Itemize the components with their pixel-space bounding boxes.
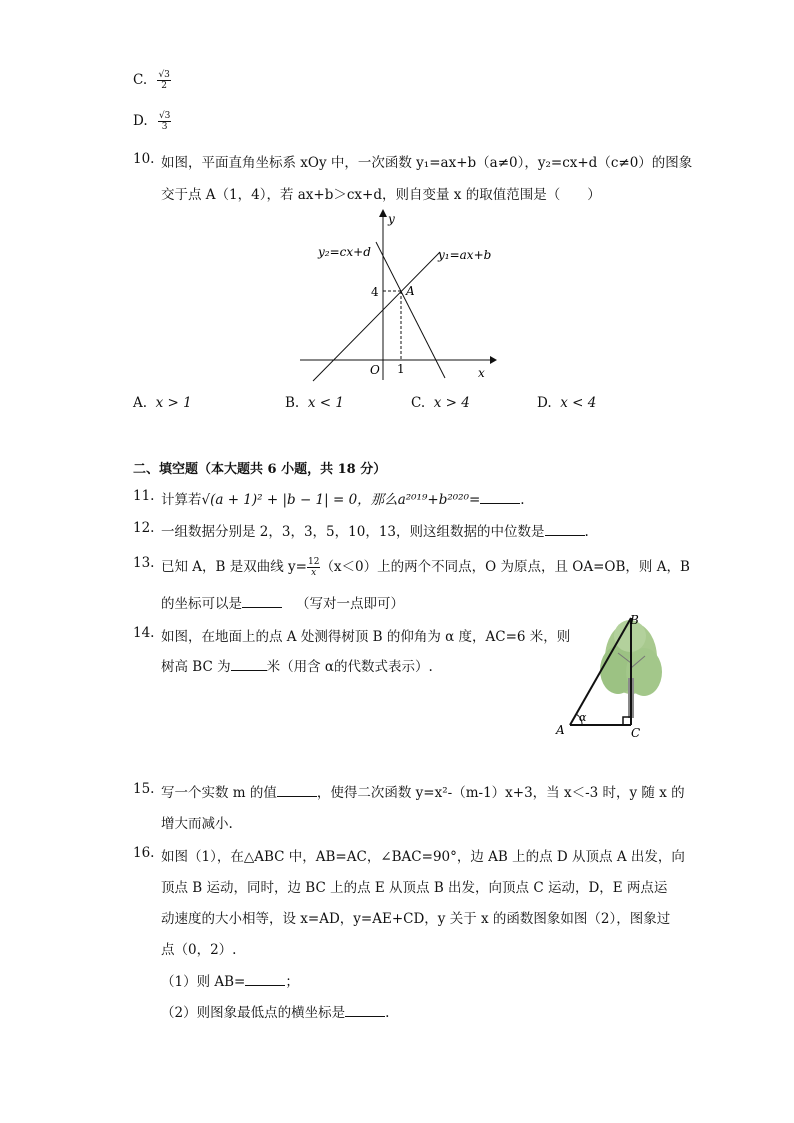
answer-blank[interactable] xyxy=(242,607,282,608)
option-c xyxy=(133,70,171,91)
text: 米（用含 α的代数式表示）. xyxy=(266,659,433,675)
question-text: 交于点 A（1，4），若 ax+b＞cx+d，则自变量 x 的取值范围是（ ） xyxy=(161,187,601,203)
text: 计算若 xyxy=(161,492,202,508)
text: （x＜0）上的两个不同点，O 为原点，且 OA=OB，则 A，B xyxy=(320,559,690,575)
section-title: 二、填空题（本大题共 6 小题，共 18 分） xyxy=(133,462,387,477)
point-b-label: B xyxy=(630,613,639,627)
text: 一组数据分别是 2，3，3，5，10，13，则这组数据的中位数是 xyxy=(161,524,545,540)
option-label: B. xyxy=(285,395,300,411)
question-number: 15. xyxy=(133,781,155,797)
option-text: x > 1 xyxy=(155,395,192,411)
answer-blank[interactable] xyxy=(231,670,267,671)
math-expression: a²⁰¹⁹+b²⁰²⁰= xyxy=(397,492,481,508)
option-text: x < 4 xyxy=(560,395,597,411)
text: . xyxy=(520,492,525,508)
text: 树高 BC 为 xyxy=(161,659,231,675)
math-expression: √(a + 1)² + |b − 1| = 0，那么 xyxy=(201,492,398,508)
option-text: x < 1 xyxy=(307,395,344,411)
q10-graph xyxy=(295,205,505,385)
option-c xyxy=(411,395,470,411)
line-y2-label: y₂=cx+d xyxy=(318,245,371,259)
x-axis-arrow xyxy=(490,356,497,364)
question-text xyxy=(161,781,685,801)
y-axis-label: y xyxy=(388,212,395,226)
answer-blank[interactable] xyxy=(245,985,285,986)
option-a xyxy=(133,395,192,411)
option-label: C. xyxy=(133,72,148,88)
line-y1-label: y₁=ax+b xyxy=(438,248,492,262)
answer-blank[interactable] xyxy=(345,1016,385,1017)
text: 的坐标可以是 xyxy=(161,596,242,612)
question-text xyxy=(161,488,525,508)
question-text: 如图，平面直角坐标系 xOy 中，一次函数 y₁=ax+b（a≠0），y₂=cx+d（c≠0）的图象 xyxy=(161,155,693,171)
text: . xyxy=(385,1005,390,1021)
sub-question xyxy=(161,1001,389,1021)
line-y1 xyxy=(313,252,440,381)
fraction xyxy=(157,70,170,91)
question-text xyxy=(161,520,589,540)
answer-blank[interactable] xyxy=(277,796,317,797)
option-label: C. xyxy=(411,395,426,411)
fraction-denominator: x xyxy=(311,568,317,578)
point-a-label: A xyxy=(406,284,415,298)
fraction xyxy=(158,111,171,132)
alpha-label: α xyxy=(579,711,587,724)
question-text: 点（0，2）. xyxy=(161,942,237,958)
sub-question xyxy=(161,970,299,990)
option-label: D. xyxy=(133,113,148,129)
q14-tree-figure xyxy=(552,608,677,743)
option-d xyxy=(537,395,596,411)
question-text: 增大而减小. xyxy=(161,816,233,832)
origin-label: O xyxy=(370,363,380,377)
question-text xyxy=(161,592,404,612)
option-label: D. xyxy=(537,395,552,411)
question-number: 14. xyxy=(133,625,155,641)
question-text xyxy=(161,655,433,675)
question-number: 12. xyxy=(133,520,155,536)
question-text: 动速度的大小相等，设 x=AD，y=AE+CD，y 关于 x 的函数图象如图（2），图象过 xyxy=(161,911,671,927)
fraction-numerator: 12 xyxy=(307,557,320,567)
answer-blank[interactable] xyxy=(480,503,520,504)
option-text: x > 4 xyxy=(433,395,470,411)
question-number: 10. xyxy=(133,151,155,167)
text: . xyxy=(584,524,589,540)
text: 写一个实数 m 的值 xyxy=(161,785,277,801)
line-y2 xyxy=(376,242,445,378)
option-d xyxy=(133,111,171,132)
option-b xyxy=(285,395,344,411)
text: 已知 A，B 是双曲线 y= xyxy=(161,559,307,575)
fraction-denominator: 2 xyxy=(161,81,168,91)
text: （1）则 AB= xyxy=(161,974,246,990)
answer-blank[interactable] xyxy=(545,535,585,536)
question-text: 如图（1），在△ABC 中，AB=AC，∠BAC=90°，边 AB 上的点 D 从顶点 A 出发，向 xyxy=(161,849,685,865)
text: ； xyxy=(285,974,299,990)
question-text: 如图，在地面上的点 A 处测得树顶 B 的仰角为 α 度，AC=6 米，则 xyxy=(161,629,571,645)
question-number: 13. xyxy=(133,555,155,571)
y-axis-arrow xyxy=(379,209,387,217)
text: （2）则图象最低点的横坐标是 xyxy=(161,1005,346,1021)
text: （写对一点即可） xyxy=(296,596,404,612)
fraction-numerator: √3 xyxy=(158,70,170,80)
option-label: A. xyxy=(133,395,148,411)
question-number: 16. xyxy=(133,845,155,861)
right-angle-mark xyxy=(623,717,631,725)
fraction-numerator: √3 xyxy=(158,111,171,121)
x-axis-label: x xyxy=(478,366,485,380)
question-text xyxy=(161,555,690,578)
point-c-label: C xyxy=(631,726,641,740)
question-number: 11. xyxy=(133,488,155,504)
tick-y-label: 4 xyxy=(371,285,379,299)
fraction xyxy=(307,557,320,578)
tick-x-label: 1 xyxy=(397,362,405,376)
fraction-denominator: 3 xyxy=(161,122,168,132)
question-text: 顶点 B 运动，同时，边 BC 上的点 E 从顶点 B 出发，向顶点 C 运动，D，E 两点运 xyxy=(161,880,668,896)
point-a-label: A xyxy=(556,723,565,737)
text: ，使得二次函数 y=x²-（m-1）x+3，当 x＜-3 时，y 随 x 的 xyxy=(316,785,685,801)
